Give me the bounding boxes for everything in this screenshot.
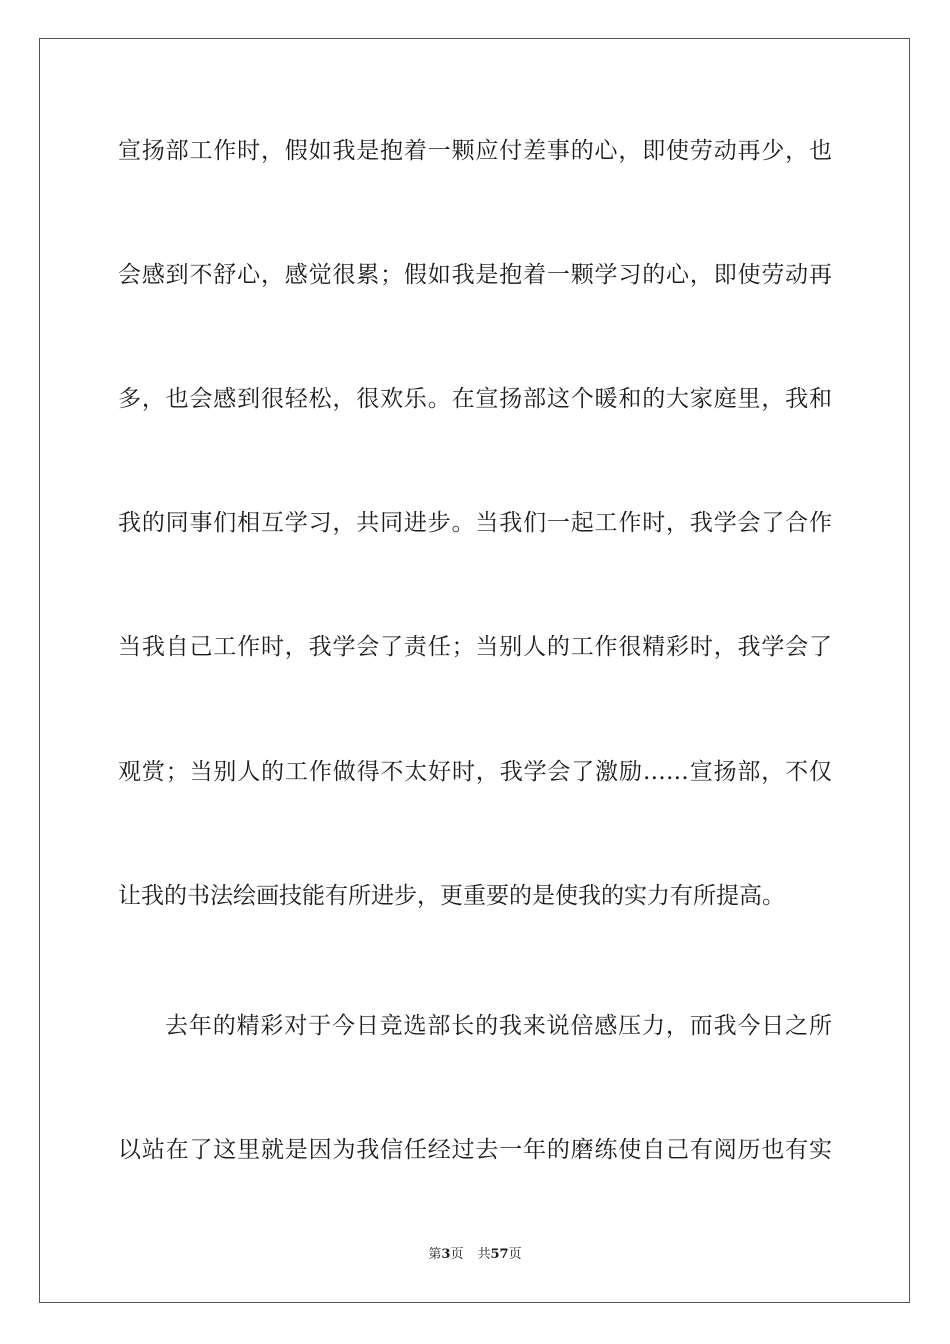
body-line-6: 观赏；当别人的工作做得不太好时，我学会了激励……宣扬部，不仅	[118, 759, 832, 785]
page-number: 3	[441, 1247, 451, 1262]
body-line-2: 会感到不舒心，感觉很累；假如我是抱着一颗学习的心，即使劳动再	[118, 262, 832, 288]
page-prefix: 第	[428, 1247, 442, 1262]
body-line-7: 让我的书法绘画技能有所进步，更重要的是使我的实力有所提高。	[118, 883, 785, 909]
page-suffix: 页	[450, 1247, 464, 1262]
page-footer	[0, 1247, 950, 1263]
page-frame	[39, 38, 910, 1303]
body-line-5: 当我自己工作时，我学会了责任；当别人的工作很精彩时，我学会了	[118, 634, 832, 660]
body-line-1: 宣扬部工作时，假如我是抱着一颗应付差事的心，即使劳动再少，也	[118, 138, 832, 164]
total-pages: 57	[490, 1247, 509, 1262]
total-prefix: 共	[477, 1247, 491, 1262]
body-line-4: 我的同事们相互学习，共同进步。当我们一起工作时，我学会了合作	[118, 510, 832, 536]
body-line-9: 以站在了这里就是因为我信任经过去一年的磨练使自己有阅历也有实	[118, 1137, 832, 1163]
body-line-3: 多，也会感到很轻松，很欢乐。在宣扬部这个暖和的大家庭里，我和	[118, 386, 832, 412]
body-line-8: 去年的精彩对于今日竞选部长的我来说倍感压力，而我今日之所	[165, 1013, 832, 1039]
total-suffix: 页	[508, 1247, 522, 1262]
